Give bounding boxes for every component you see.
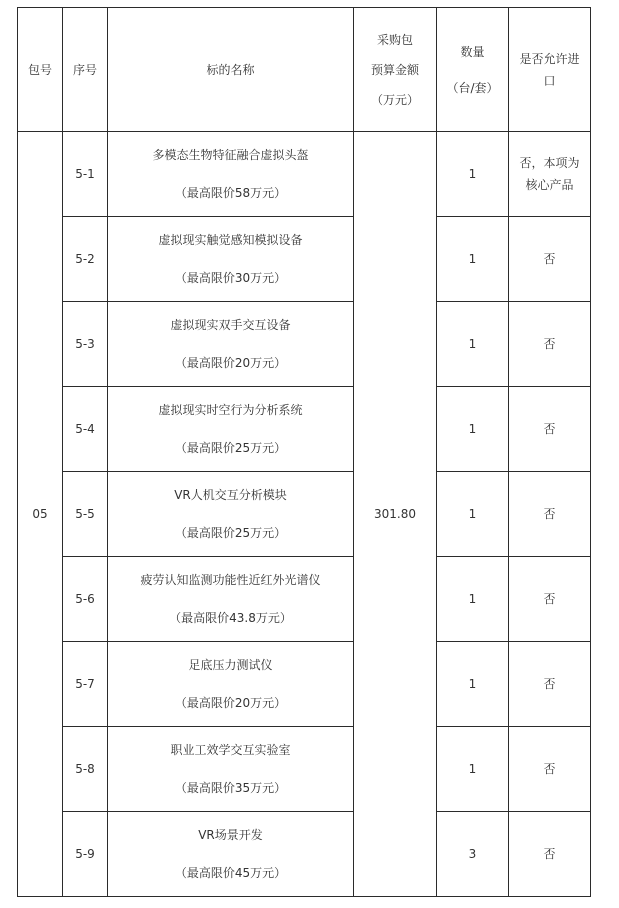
header-row [18, 8, 591, 132]
seq-value: 5-5 [75, 507, 95, 521]
item-name-cell [108, 642, 354, 727]
item-name-cell [108, 302, 354, 387]
import-allowed-cell [509, 132, 591, 217]
quantity-value: 1 [468, 252, 477, 266]
quantity-cell [437, 387, 509, 472]
quantity-value: 3 [468, 847, 477, 861]
import-allowed-value: 否 [543, 592, 556, 606]
item-name-cell [108, 217, 354, 302]
table-row [18, 812, 591, 897]
table-row [18, 642, 591, 727]
header-item-name-label: 标的名称 [206, 62, 255, 77]
table-row [18, 302, 591, 387]
item-name-cell [108, 557, 354, 642]
price-limit: （最高限价25万元） [174, 441, 287, 455]
header-import-line: 是否允许进 [519, 51, 580, 66]
price-limit: （最高限价30万元） [174, 271, 287, 285]
quantity-value: 1 [468, 167, 477, 181]
import-allowed-value: 核心产品 [525, 178, 574, 192]
quantity-value: 1 [468, 677, 477, 691]
quantity-cell [437, 302, 509, 387]
seq-cell [63, 302, 108, 387]
seq-cell [63, 217, 108, 302]
item-name: 虚拟现实触觉感知模拟设备 [158, 233, 303, 247]
header-budget-line: （万元） [370, 92, 419, 107]
quantity-value: 1 [468, 422, 477, 436]
quantity-cell [437, 727, 509, 812]
seq-value: 5-1 [75, 167, 95, 181]
header-package-no-label: 包号 [27, 62, 52, 77]
item-name: 虚拟现实双手交互设备 [170, 318, 291, 332]
seq-value: 5-2 [75, 252, 95, 266]
quantity-value: 1 [468, 337, 477, 351]
seq-cell [63, 387, 108, 472]
package-no: 05 [32, 507, 48, 521]
quantity-cell [437, 642, 509, 727]
header-import-allowed [509, 8, 591, 132]
procurement-table [17, 7, 591, 897]
import-allowed-cell [509, 557, 591, 642]
import-allowed-value: 否 [543, 847, 556, 861]
budget-value: 301.80 [374, 507, 416, 521]
quantity-cell [437, 217, 509, 302]
quantity-cell [437, 557, 509, 642]
price-limit: （最高限价58万元） [174, 186, 287, 200]
seq-cell [63, 132, 108, 217]
seq-cell [63, 727, 108, 812]
table-row [18, 132, 591, 217]
price-limit: （最高限价20万元） [174, 356, 287, 370]
item-name: 足底压力测试仪 [188, 658, 273, 672]
seq-value: 5-3 [75, 337, 95, 351]
item-name: 多模态生物特征融合虚拟头盔 [152, 148, 309, 162]
import-allowed-cell [509, 302, 591, 387]
import-allowed-cell [509, 812, 591, 897]
header-item-name [108, 8, 354, 132]
quantity-value: 1 [468, 507, 477, 521]
header-budget [354, 8, 437, 132]
table-row [18, 217, 591, 302]
item-name: 虚拟现实时空行为分析系统 [158, 403, 303, 417]
quantity-cell [437, 812, 509, 897]
seq-cell [63, 472, 108, 557]
import-allowed-value: 否 [543, 677, 556, 691]
item-name: 职业工效学交互实验室 [170, 743, 291, 757]
seq-value: 5-9 [75, 847, 95, 861]
item-name: VR人机交互分析模块 [174, 488, 287, 502]
seq-value: 5-6 [75, 592, 95, 606]
seq-cell [63, 557, 108, 642]
quantity-cell [437, 132, 509, 217]
price-limit: （最高限价45万元） [174, 866, 287, 880]
item-name-cell [108, 387, 354, 472]
table-row [18, 472, 591, 557]
import-allowed-value: 否 [543, 762, 556, 776]
import-allowed-cell [509, 727, 591, 812]
header-quantity-line: 数量 [460, 44, 485, 59]
seq-cell [63, 812, 108, 897]
item-name-cell [108, 132, 354, 217]
import-allowed-value: 否 [543, 252, 556, 266]
quantity-value: 1 [468, 762, 477, 776]
header-quantity-line: （台/套） [446, 80, 499, 95]
seq-cell [63, 642, 108, 727]
quantity-value: 1 [468, 592, 477, 606]
seq-value: 5-8 [75, 762, 95, 776]
header-import-line: 口 [543, 73, 556, 88]
price-limit: （最高限价43.8万元） [169, 611, 292, 625]
header-seq [63, 8, 108, 132]
budget-cell [354, 132, 437, 897]
import-allowed-value: 否 [543, 507, 556, 521]
item-name: VR场景开发 [198, 828, 263, 842]
price-limit: （最高限价20万元） [174, 696, 287, 710]
import-allowed-value: 否 [543, 337, 556, 351]
header-budget-line: 采购包 [376, 32, 413, 47]
header-quantity [437, 8, 509, 132]
import-allowed-cell [509, 387, 591, 472]
table-row [18, 727, 591, 812]
header-budget-line: 预算金额 [370, 62, 419, 77]
import-allowed-value: 否 [543, 422, 556, 436]
quantity-cell [437, 472, 509, 557]
table-row [18, 387, 591, 472]
price-limit: （最高限价25万元） [174, 526, 287, 540]
table-row [18, 557, 591, 642]
import-allowed-cell [509, 472, 591, 557]
import-allowed-cell [509, 217, 591, 302]
seq-value: 5-7 [75, 677, 95, 691]
item-name-cell [108, 727, 354, 812]
item-name-cell [108, 472, 354, 557]
import-allowed-cell [509, 642, 591, 727]
header-package-no [18, 8, 63, 132]
item-name-cell [108, 812, 354, 897]
header-seq-label: 序号 [72, 62, 97, 77]
seq-value: 5-4 [75, 422, 95, 436]
import-allowed-value: 否，本项为 [519, 156, 580, 170]
item-name: 疲劳认知监测功能性近红外光谱仪 [140, 573, 321, 587]
package-no-cell [18, 132, 63, 897]
table-body [18, 8, 591, 897]
price-limit: （最高限价35万元） [174, 781, 287, 795]
